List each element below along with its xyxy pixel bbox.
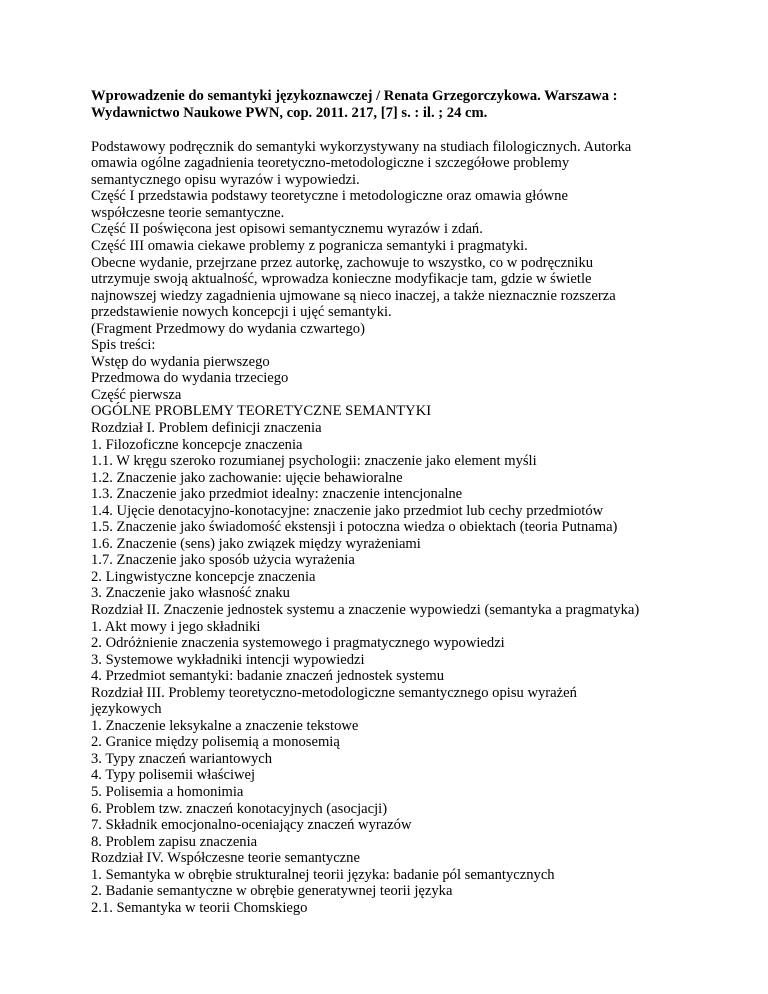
- text-line: 1.6. Znaczenie (sens) jako związek między wyrażeniami: [91, 535, 421, 552]
- header-line-1: Wprowadzenie do semantyki językoznawczej / Renata Grzegorczykowa. Warszawa :: [91, 88, 618, 104]
- text-line: 5. Polisemia a homonimia: [91, 784, 244, 801]
- text-line: 4. Przedmiot semantyki: badanie znaczeń jednostek systemu: [91, 668, 444, 685]
- header-line-2: Wydawnictwo Naukowe PWN, cop. 2011. 217, [7] s. : il. ; 24 cm.: [91, 104, 488, 121]
- text-line: 8. Problem zapisu znaczenia: [91, 833, 258, 850]
- text-line: 1.7. Znaczenie jako sposób użycia wyrażenia: [91, 552, 355, 569]
- paragraph-gap: [91, 121, 731, 139]
- text-line: 3. Znaczenie jako własność znaku: [91, 585, 290, 602]
- text-line: 2. Odróżnienie znaczenia systemowego i pragmatycznego wypowiedzi: [91, 635, 505, 652]
- text-line: Część III omawia ciekawe problemy z pogranicza semantyki i pragmatyki.: [91, 237, 528, 254]
- text-line: 1.4. Ujęcie denotacyjno-konotacyjne: znaczenie jako przedmiot lub cechy przedmiotów: [91, 502, 604, 519]
- text-line: współczesne teorie semantyczne.: [91, 204, 285, 221]
- document-body: [91, 139, 731, 917]
- text-line: 7. Składnik emocjonalno-oceniający znaczeń wyrazów: [91, 817, 412, 834]
- text-line: omawia ogólne zagadnienia teoretyczno-metodologiczne i szczegółowe problemy: [91, 155, 570, 172]
- bibliographic-header: [91, 88, 731, 121]
- text-line: językowych: [91, 701, 162, 718]
- text-line: przedstawienie nowych koncepcji i ujęć semantyki.: [91, 304, 392, 321]
- text-line: 2. Badanie semantyczne w obrębie generatywnej teorii języka: [91, 883, 453, 900]
- text-line: Przedmowa do wydania trzeciego: [91, 370, 289, 387]
- text-line: semantycznego opisu wyrazów i wypowiedzi.: [91, 171, 360, 188]
- text-line: 3. Systemowe wykładniki intencji wypowiedzi: [91, 651, 365, 668]
- text-line: najnowszej wiedzy zagadnienia ujmowane są nieco inaczej, a także nieznacznie rozszerza: [91, 287, 616, 304]
- text-line: 6. Problem tzw. znaczeń konotacyjnych (asocjacji): [91, 800, 388, 817]
- text-line: 1. Znaczenie leksykalne a znaczenie tekstowe: [91, 717, 359, 734]
- text-line: Rozdział I. Problem definicji znaczenia: [91, 419, 322, 436]
- text-line: 1.2. Znaczenie jako zachowanie: ujęcie behawioralne: [91, 469, 403, 486]
- text-line: 2. Granice między polisemią a monosemią: [91, 734, 340, 751]
- text-line: Część I przedstawia podstawy teoretyczne i metodologiczne oraz omawia główne: [91, 188, 568, 205]
- text-line: 1. Semantyka w obrębie strukturalnej teorii języka: badanie pól semantycznych: [91, 866, 555, 883]
- text-line: Spis treści:: [91, 337, 156, 354]
- text-line: OGÓLNE PROBLEMY TEORETYCZNE SEMANTYKI: [91, 403, 432, 420]
- text-line: Rozdział II. Znaczenie jednostek systemu a znaczenie wypowiedzi (semantyka a pragmatyka): [91, 602, 640, 618]
- document-content: [91, 88, 731, 916]
- text-line: Obecne wydanie, przejrzane przez autorkę, zachowuje to wszystko, co w podręczniku: [91, 254, 594, 271]
- text-line: Część pierwsza: [91, 386, 182, 403]
- text-line: 1. Akt mowy i jego składniki: [91, 618, 261, 635]
- text-line: 1.1. W kręgu szeroko rozumianej psychologii: znaczenie jako element myśli: [91, 453, 537, 470]
- text-line: Wstęp do wydania pierwszego: [91, 353, 270, 370]
- text-line: (Fragment Przedmowy do wydania czwartego): [91, 320, 365, 337]
- text-line: Podstawowy podręcznik do semantyki wykorzystywany na studiach filologicznych. Autorka: [91, 138, 632, 155]
- text-line: 3. Typy znaczeń wariantowych: [91, 750, 273, 767]
- text-line: 2.1. Semantyka w teorii Chomskiego: [91, 899, 308, 916]
- text-line: 2. Lingwistyczne koncepcje znaczenia: [91, 568, 316, 585]
- text-line: 1.5. Znaczenie jako świadomość ekstensji i potoczna wiedza o obiektach (teoria Putnama): [91, 519, 618, 536]
- text-line: utrzymuje swoją aktualność, wprowadza konieczne modyfikacje tam, gdzie w świetle: [91, 271, 592, 288]
- text-line: 1. Filozoficzne koncepcje znaczenia: [91, 436, 303, 453]
- text-line: Rozdział IV. Współczesne teorie semantyczne: [91, 850, 360, 867]
- text-line: Rozdział III. Problemy teoretyczno-metodologiczne semantycznego opisu wyrażeń: [91, 684, 577, 701]
- text-line: 4. Typy polisemii właściwej: [91, 767, 256, 784]
- text-line: Część II poświęcona jest opisowi semantycznemu wyrazów i zdań.: [91, 221, 483, 238]
- text-line: 1.3. Znaczenie jako przedmiot idealny: znaczenie intencjonalne: [91, 486, 463, 503]
